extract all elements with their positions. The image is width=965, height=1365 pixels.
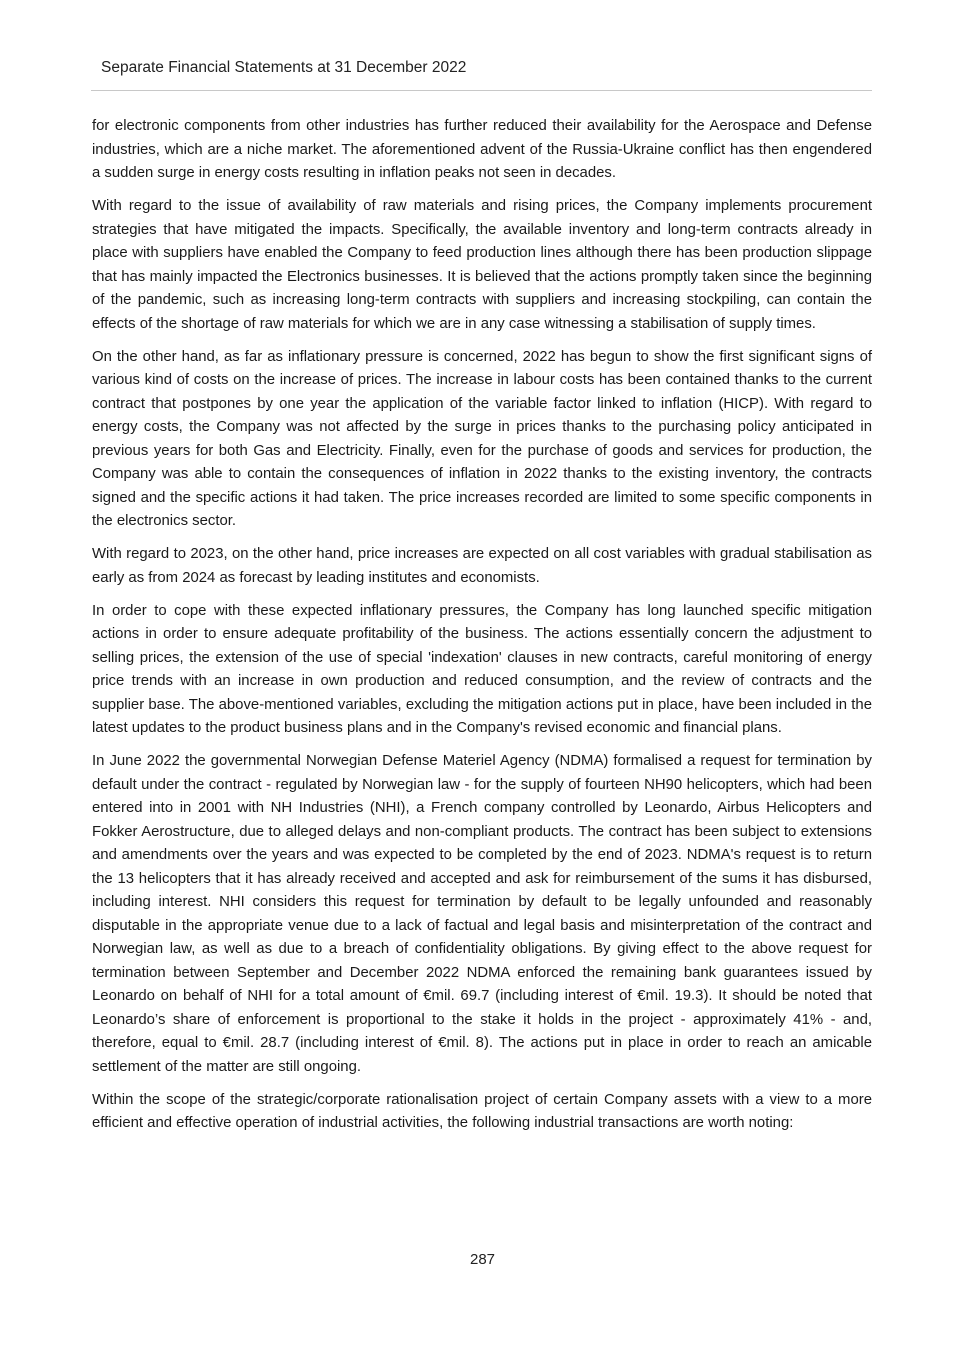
running-header: Separate Financial Statements at 31 December 2022 [101, 59, 467, 76]
paragraph: With regard to 2023, on the other hand, price increases are expected on all cost variables with gradual stabilisation as early as from 2024 as forecast by leading institutes and economists. [92, 546, 872, 586]
paragraph: In June 2022 the governmental Norwegian Defense Materiel Agency (NDMA) formalised a request for termination by default under the contract - regulated by Norwegian law - for the supply of fourteen NH90 helicopters, which had been entered into in 2001 with NH Industries (NHI), a French company controlled by Leonardo, Airbus Helicopters and Fokker Aerostructure, due to alleged delays and non-compliant products. The contract has been subject to extensions and amendments over the years and was expected to be completed by the end of 2023. NDMA's request is to return the 13 helicopters that it has already received and accepted and ask for reimbursement of the sums it has disbursed, including interest. NHI considers this request for termination by default to be legally unfounded and reasonably disputable in the appropriate venue due to a lack of factual and legal basis and misinterpretation of the contract and Norwegian law, as well as due to a breach of confidentiality obligations. By giving effect to the above request for termination between September and December 2022 NDMA enforced the remaining bank guarantees issued by Leonardo on behalf of NHI for a total amount of €mil. 69.7 (including interest of €mil. 19.3). It should be noted that Leonardo’s share of enforcement is proportional to the stake it holds in the project - approximately 41% - and, therefore, equal to €mil. 28.7 (including interest of €mil. 8). The actions put in place in order to reach an amicable settlement of the matter are still ongoing. [92, 753, 872, 1075]
page-number: 287 [469, 1251, 496, 1268]
paragraph: On the other hand, as far as inflationary pressure is concerned, 2022 has begun to show the first significant signs of various kind of costs on the increase of prices. The increase in labour costs has been contained thanks to the current contract that postpones by one year the application of the variable factor linked to inflation (HICP). With regard to energy costs, the Company was not affected by the surge in prices thanks to the purchasing policy anticipated in previous years for both Gas and Electricity. Finally, even for the purchase of goods and services for production, the Company was able to contain the consequences of inflation in 2022 thanks to the existing inventory, the contracts signed and the specific actions it had taken. The price increases recorded are limited to some specific components in the electronics sector. [92, 348, 872, 529]
paragraph: for electronic components from other industries has further reduced their availability for the Aerospace and Defense industries, which are a niche market. The aforementioned advent of the Russia-Ukraine conflict has then engendered a sudden surge in energy costs resulting in inflation peaks not seen in decades. [92, 118, 872, 181]
body-text [92, 115, 872, 1145]
paragraph: With regard to the issue of availability of raw materials and rising prices, the Company implements procurement strategies that have mitigated the impacts. Specifically, the available inventory and long-term contracts already in place with suppliers have enabled the Company to feed production lines although there has been production slippage that has mainly impacted the Electronics businesses. It is believed that the actions promptly taken since the beginning of the pandemic, such as increasing long-term contracts with suppliers and increasing stockpiling, can contain the effects of the shortage of raw materials for which we are in any case witnessing a stabilisation of supply times. [92, 198, 872, 332]
paragraph: In order to cope with these expected inflationary pressures, the Company has long launched specific mitigation actions in order to ensure adequate profitability of the business. The actions essentially concern the adjustment to selling prices, the extension of the use of special 'indexation' clauses in new contracts, careful monitoring of energy price trends with an increase in own production and reduced consumption, and the review of contracts and the supplier base. The above-mentioned variables, excluding the mitigation actions put in place, have been included in the latest updates to the product business plans and in the Company's revised economic and financial plans. [92, 602, 872, 736]
paragraph: Within the scope of the strategic/corporate rationalisation project of certain Company assets with a view to a more efficient and effective operation of industrial activities, the following industrial transactions are worth noting: [92, 1091, 872, 1131]
header-divider [91, 90, 872, 91]
